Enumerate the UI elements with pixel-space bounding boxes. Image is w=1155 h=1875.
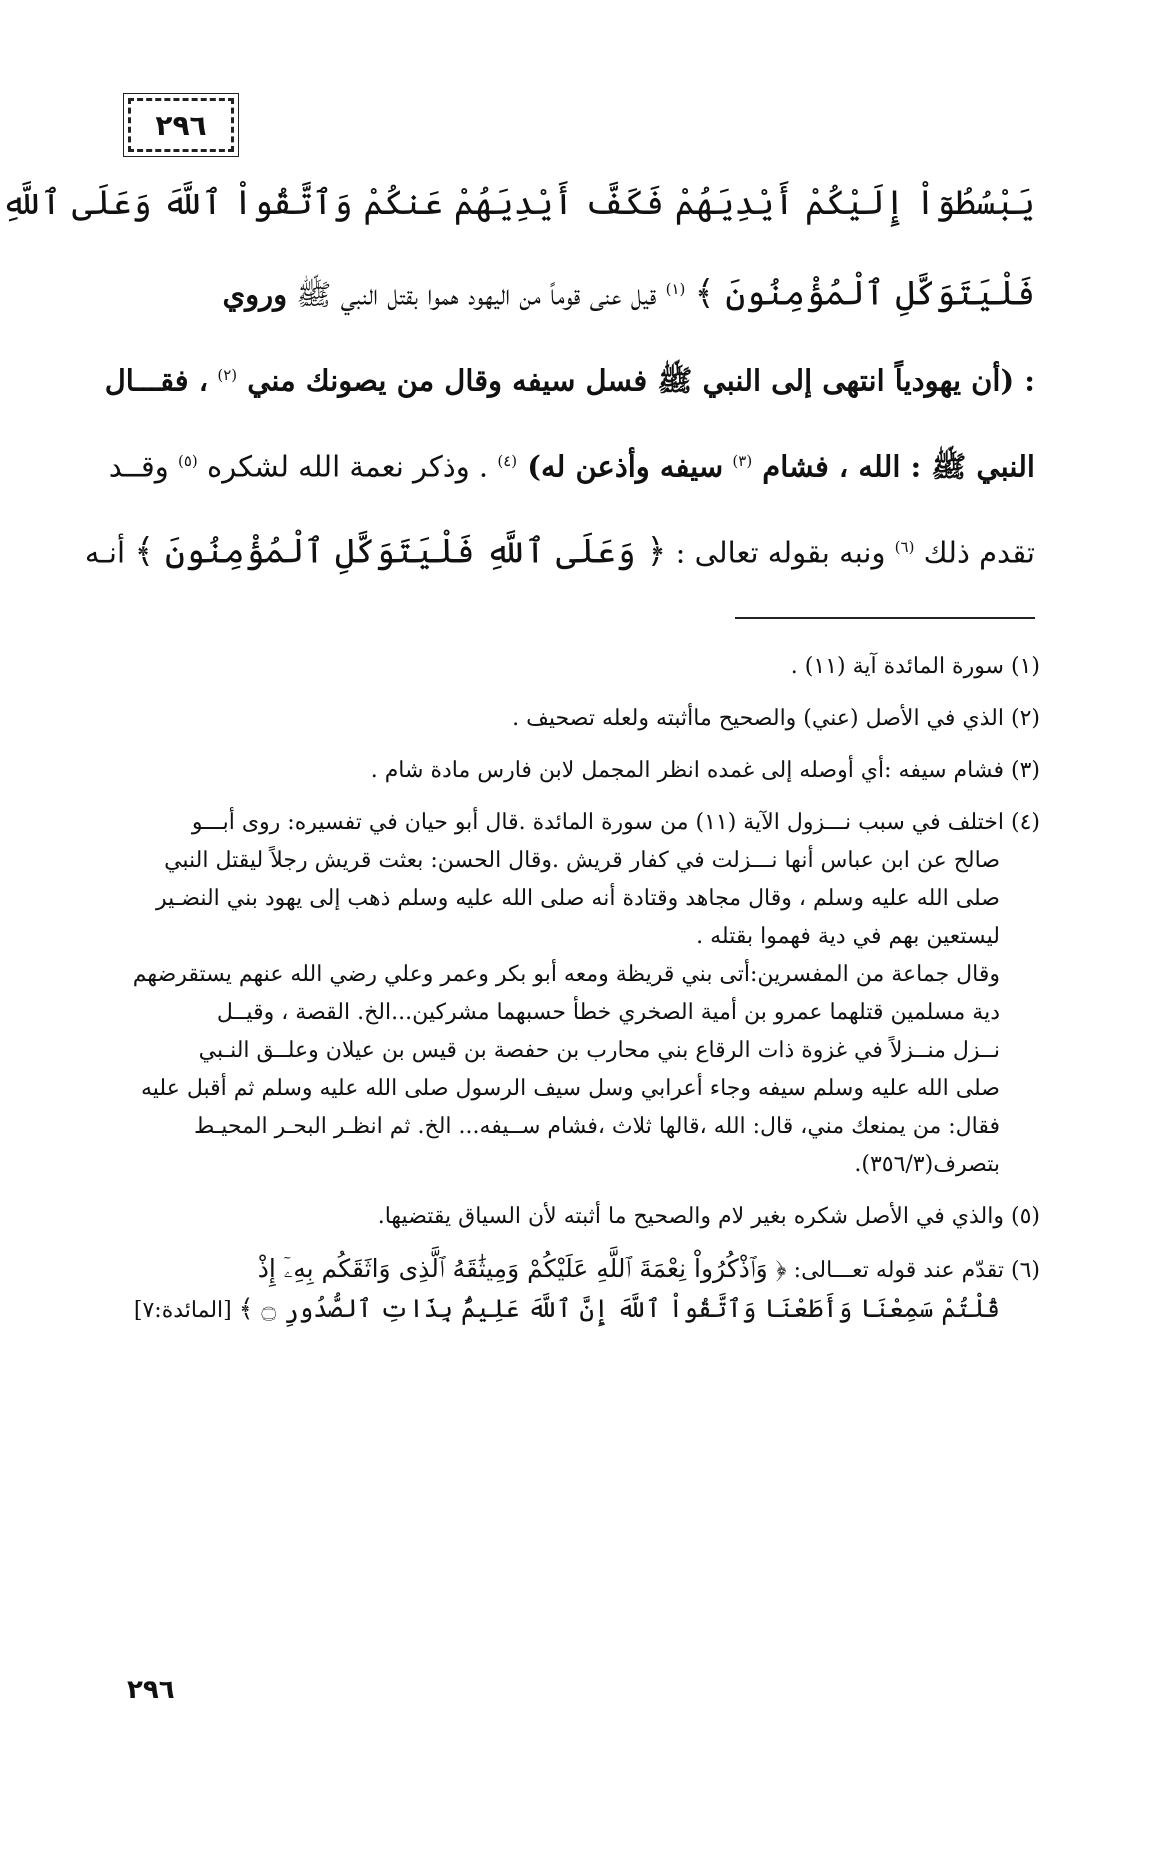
main-line-4-text2: وقــد [108, 449, 169, 484]
main-line-2-bold: وروي [222, 277, 288, 312]
hadith-text-2: ، فقـــال [104, 363, 209, 398]
hadith-text-3: النبي ﷺ : الله ، فشام [752, 449, 1035, 484]
footnote-4 [95, 804, 1040, 1184]
quran-verse-end: فَلْيَتَوَكَّلِ ٱلْمُؤْمِنُونَ ﴾ [694, 273, 1035, 314]
footnote-ref-5: (٥) [178, 452, 198, 470]
footnote-ref-6: (٦) [894, 538, 915, 556]
footnotes [95, 648, 1040, 1344]
main-line-5-text3: أنـه [84, 535, 126, 570]
main-line-2-content [222, 246, 1035, 332]
footnote-4-line-9: فقال: من يمنعك مني، قال: الله ،قالها ثلاث ،فشام ســيفه... الخ. ثم انظـر البحـر المحيـط [193, 1114, 1000, 1139]
quran-verse-part: يَبْسُطُوٓاْ إِلَيْكُمْ أَيْدِيَهُمْ فَكَفَّ أَيْدِيَهُمْ عَنكُمْ وَٱتَّقُواْ ٱللَّهَ وَعَلَى ٱللَّهِ [1, 183, 1035, 223]
footer-page-number: ٢٩٦ [127, 1675, 175, 1705]
main-line-3 [104, 332, 1035, 418]
main-line-5-content [85, 504, 1035, 590]
main-line-3-content [105, 332, 1035, 418]
footnote-4-line-2: صالح عن ابن عباس أنها نـــزلت في كفار قريش .وقال الحسن: بعثت قريش رجلاً ليقتل النبي [164, 848, 1000, 873]
footnote-6 [95, 1250, 1040, 1330]
footnote-ref-3: (٣) [732, 452, 753, 470]
footnote-4-line-7: نــزل منــزلاً في غزوة ذات الرقاع بني محارب بن حفصة بن قيس بن عيلان وعلــق النـبي [198, 1038, 1000, 1063]
footnote-3: (٣) فشام سيفه :أي أوصله إلى غمده انظر المجمل لابن فارس مادة شام . [370, 758, 1040, 783]
footnote-2: (٢) الذي في الأصل (عني) والصحيح ماأثبته ولعله تصحيف . [512, 706, 1040, 731]
footnote-ref-2: (٢) [217, 366, 238, 384]
main-line-5-text: تقدم ذلك [914, 535, 1035, 570]
footnote-6-prefix: (٦) تقدّم عند قوله تعـــالى: [786, 1258, 1040, 1283]
footnote-6-ref: [المائدة:٧] [133, 1298, 232, 1323]
main-line-4 [108, 418, 1035, 504]
main-line-4-text: . وذكر نعمة الله لشكره [197, 449, 489, 484]
main-line-1 [1, 160, 1035, 246]
footnote-4-line-4: ليستعين بهم في دية فهموا بقتله . [696, 924, 1000, 949]
footnote-ref-1: (١) [665, 280, 686, 298]
footnote-divider [735, 617, 1035, 619]
page-number-box [128, 98, 234, 152]
hadith-text-4: سيفه وأذعن له) [517, 449, 724, 484]
main-line-2-text: قيل عنى قوماً من اليهود هموا بقتل النبي ﷺ [287, 277, 657, 312]
main-line-5 [84, 504, 1035, 590]
footnote-5: (٥) والذي في الأصل شكره بغير لام والصحيح ما أثبته لأن السياق يقتضيها. [377, 1204, 1040, 1229]
main-text [1, 160, 1035, 590]
footnote-4-line-6: دية مسلمين قتلهما عمرو بن أمية الصخري خطأ حسبهما مشركين...الخ. القصة ، وقيــل [216, 1000, 1000, 1025]
footnote-6-quran-1: ﴿ وَٱذْكُرُواْ نِعْمَةَ ٱللَّهِ عَلَيْكُمْ وَمِيثَٰقَهُ ٱلَّذِى وَاثَقَكُم بِهِۦٓ إِذْ [257, 1254, 787, 1283]
footnote-6-line-1 [95, 1250, 1040, 1290]
footnote-4-line-1: (٤) اختلف في سبب نـــزول الآية (١١) من سورة المائدة .قال أبو حيان في تفسيره: روى أبـــو [191, 810, 1040, 835]
main-line-2 [115, 246, 1035, 332]
footnote-ref-4: (٤) [497, 452, 518, 470]
main-line-4-content [109, 418, 1035, 504]
footnote-4-line-3: صلى الله عليه وسلم ، وقال مجاهد وقتادة أنه صلى الله عليه وسلم ذهب إلى يهود بني النضـير [156, 886, 1000, 911]
page-number-box-text: ٢٩٦ [155, 108, 207, 142]
hadith-text-1: : (أن يهودياً انتهى إلى النبي ﷺ فسل سيفه وقال من يصونك مني [237, 363, 1035, 398]
main-line-5-text2: ونبه بقوله تعالى : [666, 535, 886, 570]
quran-verse-inline: ﴿ وَعَلَى ٱللَّهِ فَلْيَتَوَكَّلِ ٱلْمُؤْمِنُونَ ﴾ [134, 531, 667, 572]
footnote-1: (١) سورة المائدة آية (١١) . [790, 654, 1040, 679]
footnote-6-quran-2: قُلْتُمْ سَمِعْنَا وَأَطَعْنَا وَٱتَّقُواْ ٱللَّهَ إِنَّ ٱللَّهَ عَلِيمٌۢ بِذَاتِ ٱلصُّدُورِ ۝ ﴾ [238, 1294, 1000, 1323]
footnote-4-line-10: بتصرف(٣٥٦/٣). [854, 1152, 1000, 1177]
footnote-4-line-8: صلى الله عليه وسلم سيفه وجاء أعرابي وسل سيف الرسول صلى الله عليه وسلم ثم أقبل عليه [141, 1076, 1000, 1101]
footnote-6-line-2 [95, 1290, 1040, 1330]
footnote-4-line-5: وقال جماعة من المفسرين:أتى بني قريظة ومعه أبو بكر وعمر وعلي رضي الله عنهم يستقرضهم [132, 962, 1000, 987]
